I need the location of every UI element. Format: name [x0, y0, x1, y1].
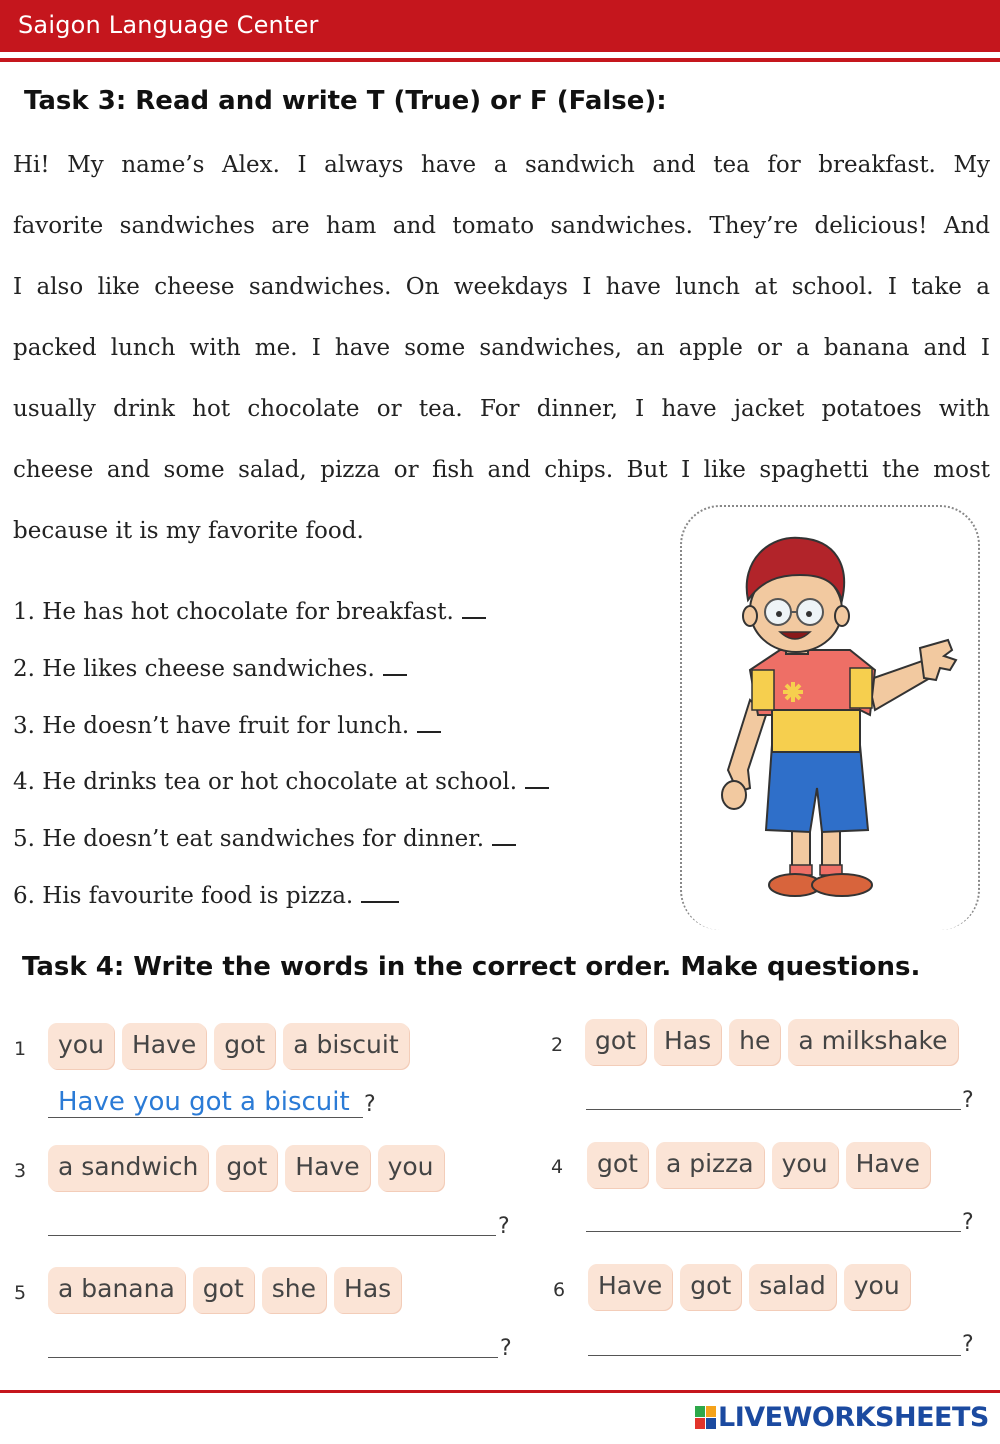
word-chip: Have: [122, 1023, 206, 1069]
word-chip: Have: [285, 1145, 369, 1191]
true-false-statements: [13, 590, 549, 931]
question-mark: ?: [500, 1336, 512, 1361]
word-chip: got: [193, 1267, 254, 1313]
word-chips: [587, 1142, 930, 1188]
question-mark: ?: [498, 1214, 510, 1239]
answer-text: Have you got a biscuit: [58, 1087, 350, 1117]
answer-line[interactable]: [586, 1076, 961, 1110]
word-chip: got: [585, 1019, 646, 1065]
word-chip: a sandwich: [48, 1145, 208, 1191]
word-chip: she: [262, 1267, 326, 1313]
answer-line[interactable]: [48, 1202, 496, 1236]
alex-boy-illustration: [700, 520, 960, 910]
word-chip: got: [680, 1264, 741, 1310]
header-bar: [0, 0, 1000, 52]
header-divider: [0, 58, 1000, 62]
word-chip: Have: [588, 1264, 672, 1310]
word-chips: [48, 1145, 444, 1191]
question-number: 1: [14, 1038, 27, 1060]
word-chips: [588, 1264, 910, 1310]
statement-text: 5. He doesn’t eat sandwiches for dinner.: [13, 826, 485, 853]
passage-line: cheese and some salad, pizza or fish and chips. But I like spaghetti the most: [13, 457, 990, 483]
passage-line: I also like cheese sandwiches. On weekdays I have lunch at school. I take a: [13, 274, 990, 300]
statement-text: 3. He doesn’t have fruit for lunch.: [13, 712, 410, 739]
statement-text: 1. He has hot chocolate for breakfast.: [13, 599, 454, 625]
center-name: Saigon Language Center: [18, 11, 319, 39]
word-chip: he: [729, 1019, 780, 1065]
footer-divider: [0, 1390, 1000, 1393]
question-mark: ?: [364, 1092, 376, 1117]
statement-row: [13, 874, 549, 931]
tf-answer-blank[interactable]: [383, 654, 407, 676]
statement-row: [13, 704, 549, 761]
word-chip: a biscuit: [283, 1023, 408, 1069]
tf-answer-blank[interactable]: [361, 881, 399, 903]
question-mark: ?: [962, 1210, 974, 1235]
word-chip: you: [772, 1142, 838, 1188]
reading-passage: [13, 140, 990, 567]
word-chip: Have: [846, 1142, 930, 1188]
question-mark: ?: [962, 1088, 974, 1113]
question-number: 6: [553, 1279, 566, 1301]
statement-row: [13, 647, 549, 704]
passage-line: because it is my favorite food.: [13, 518, 364, 544]
answer-line[interactable]: [588, 1322, 961, 1356]
statement-row: [13, 760, 549, 817]
word-chip: a banana: [48, 1267, 185, 1313]
word-chip: got: [587, 1142, 648, 1188]
word-chip: got: [216, 1145, 277, 1191]
word-chip: you: [48, 1023, 114, 1069]
word-chip: a pizza: [656, 1142, 764, 1188]
word-chips: [48, 1267, 401, 1313]
word-chip: salad: [749, 1264, 835, 1310]
question-number: 3: [14, 1160, 27, 1182]
word-chip: you: [378, 1145, 444, 1191]
tf-answer-blank[interactable]: [417, 711, 441, 733]
passage-line: usually drink hot chocolate or tea. For dinner, I have jacket potatoes with: [13, 396, 990, 422]
word-chip: a milkshake: [788, 1019, 957, 1065]
passage-line: packed lunch with me. I have some sandwiches, an apple or a banana and I: [13, 335, 990, 361]
statement-text: 4. He drinks tea or hot chocolate at school.: [13, 769, 518, 796]
statement-text: 2. He likes cheese sandwiches.: [13, 655, 375, 682]
statement-row: [13, 817, 549, 874]
statement-row: [13, 590, 549, 647]
liveworksheets-logo-mark-icon: [694, 1404, 718, 1432]
question-number: 5: [14, 1282, 27, 1304]
answer-line[interactable]: [48, 1324, 498, 1358]
word-chips: [585, 1019, 958, 1065]
question-number: 2: [551, 1034, 564, 1056]
passage-line: Hi! My name’s Alex. I always have a sandwich and tea for breakfast. My: [13, 152, 990, 178]
statement-text: 6. His favourite food is pizza.: [13, 882, 354, 909]
task4-title: Task 4: Write the words in the correct order. Make questions.: [22, 952, 921, 982]
question-number: 4: [551, 1156, 564, 1178]
task3-title: Task 3: Read and write T (True) or F (False):: [24, 86, 667, 116]
tf-answer-blank[interactable]: [462, 597, 486, 619]
word-chip: you: [844, 1264, 910, 1310]
question-mark: ?: [962, 1332, 974, 1357]
passage-line: favorite sandwiches are ham and tomato sandwiches. They’re delicious! And: [13, 213, 990, 239]
word-chip: got: [214, 1023, 275, 1069]
liveworksheets-logo[interactable]: [694, 1402, 989, 1433]
liveworksheets-logo-text: LIVEWORKSHEETS: [718, 1402, 989, 1433]
answer-line[interactable]: [586, 1198, 961, 1232]
word-chip: Has: [334, 1267, 401, 1313]
answer-line[interactable]: [48, 1084, 363, 1118]
tf-answer-blank[interactable]: [492, 824, 516, 846]
tf-answer-blank[interactable]: [525, 767, 549, 789]
word-chips: [48, 1023, 409, 1069]
word-chip: Has: [654, 1019, 721, 1065]
